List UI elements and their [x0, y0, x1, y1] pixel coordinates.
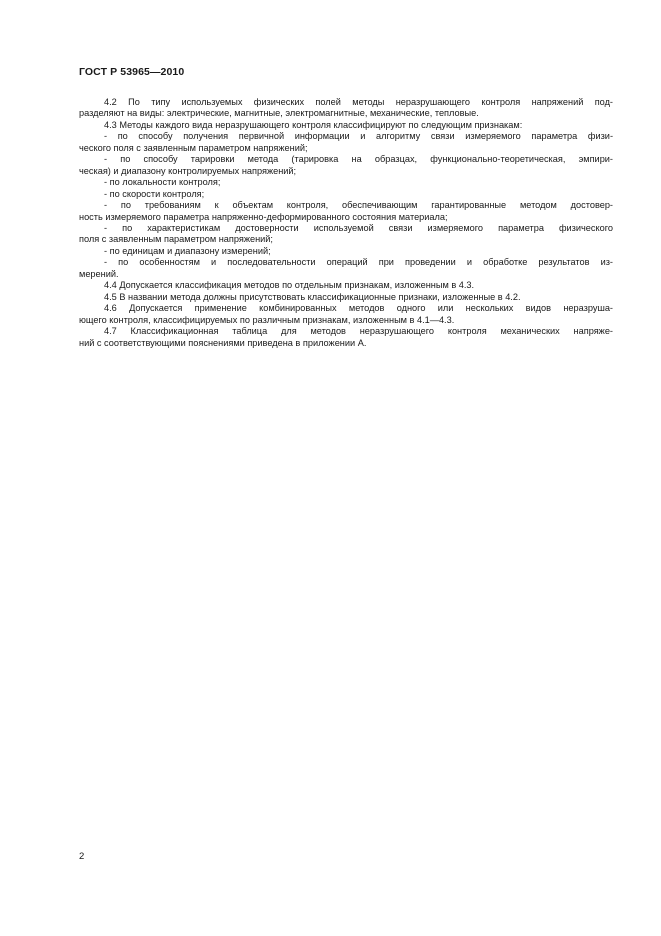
- list-item-line: ческого поля с заявленным параметром напряжений;: [79, 142, 308, 153]
- paragraph-4-5: 4.5 В названии метода должны присутствовать классификационные признаки, изложенные в 4.2.: [104, 291, 521, 302]
- list-item-line: - по требованиям к объектам контроля, обеспечивающим гарантированные методом достовер-: [104, 200, 613, 211]
- list-item-line: - по единицам и диапазону измерений;: [104, 245, 271, 256]
- list-item-line: ческая) и диапазону контролируемых напряжений;: [79, 165, 297, 176]
- paragraph-4-6-line-1: 4.6 Допускается применение комбинированных методов одного или нескольких видов неразруша-: [104, 303, 613, 314]
- list-item-line: - по особенностям и последовательности операций при проведении и обработке результатов из-: [104, 257, 613, 268]
- paragraph-4-2-line-1: 4.2 По типу используемых физических полей методы неразрушающего контроля напряжений под-: [104, 97, 613, 107]
- paragraph-4-3-line-1: 4.3 Методы каждого вида неразрушающего контроля классифицируют по следующим признакам:: [104, 119, 523, 130]
- list-item-line: - по способу получения первичной информации и алгоритму связи измеряемого параметра физи-: [104, 131, 613, 142]
- list-item-line: поля с заявленным параметром напряжений;: [79, 234, 273, 245]
- paragraph-4-4: 4.4 Допускается классификация методов по отдельным признакам, изложенным в 4.3.: [104, 280, 475, 291]
- page-number: 2: [79, 851, 85, 862]
- paragraph-4-2-line-2: разделяют на виды: электрические, магнитные, электромагнитные, механические, тепловые.: [79, 108, 479, 119]
- list-item-line: мерений.: [79, 268, 119, 279]
- list-item-line: - по локальности контроля;: [104, 177, 221, 188]
- list-item-line: - по способу тарировки метода (тарировка на образцах, функционально-теоретическая, эмпири-: [104, 154, 613, 165]
- paragraph-4-6-line-2: ющего контроля, классифицируемых по различным признакам, изложенным в 4.1—4.3.: [79, 314, 455, 325]
- paragraph-4-7-line-2: ний с соответствующими пояснениями приведена в приложении А.: [79, 337, 367, 348]
- list-item-line: - по характеристикам достоверности используемой связи измеряемого параметра физического: [104, 222, 613, 233]
- list-item-line: ность измеряемого параметра напряженно-деформированного состояния материала;: [79, 211, 448, 222]
- standard-id-header: ГОСТ Р 53965—2010: [79, 66, 185, 78]
- list-item-line: - по скорости контроля;: [104, 188, 205, 199]
- body-text: [79, 97, 613, 349]
- paragraph-4-7-line-1: 4.7 Классификационная таблица для методов неразрушающего контроля механических напряже-: [104, 326, 613, 337]
